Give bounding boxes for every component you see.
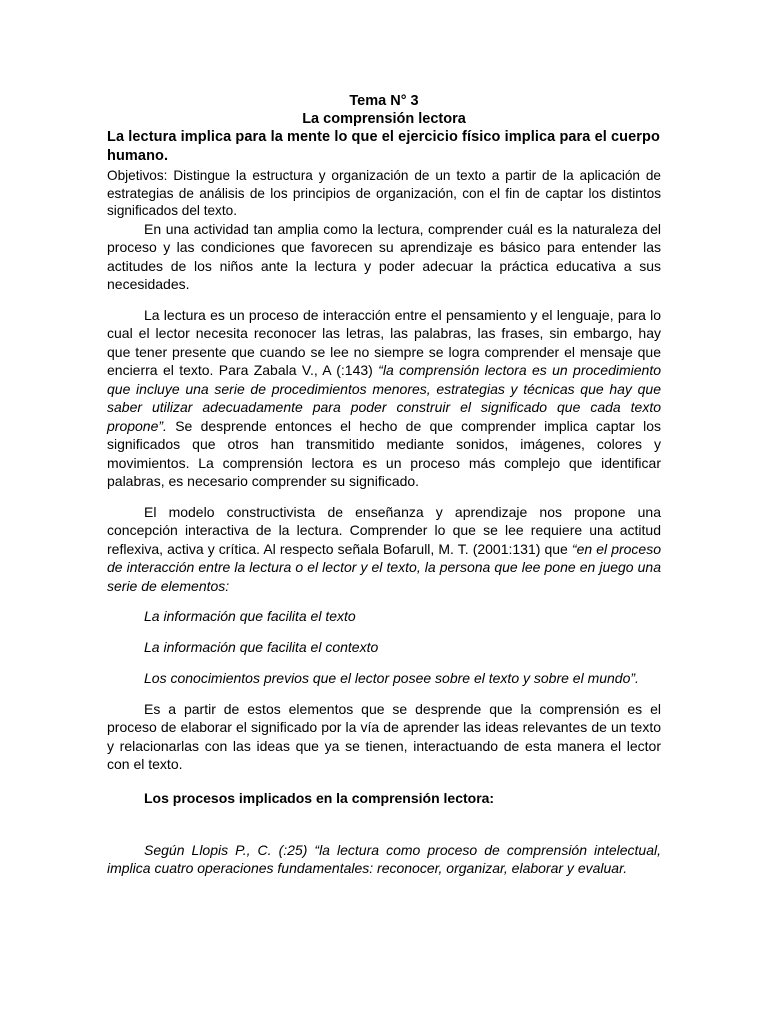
section-heading: Los procesos implicados en la comprensión lectora: [144, 789, 495, 806]
lead-statement: La lectura implica para la mente lo que el ejercicio físico implica para el cuerpo humano. [107, 129, 660, 164]
paragraph-2-text-a: La lectura es un proceso de interacción entre el pensamiento y el lenguaje, para lo cual el lector necesita reconocer las letras, las palabras, las frases, sin embargo, hay que tener presente que cuando se lee no siempre se logra comprender el mensaje que encierra el texto. Para Zabala V., A (:143) [107, 306, 661, 378]
list-item: La información que facilita el contexto [144, 638, 379, 655]
paragraph-1: En una actividad tan amplia como la lectura, comprender cuál es la naturaleza del proceso y las condiciones que favorecen su aprendizaje es básico para entender las actitudes de los niños ante la lectura y poder adecuar la práctica educativa a sus necesidades. [107, 220, 661, 292]
paragraph-5: Según Llopis P., C. (:25) “la lectura como proceso de comprensión intelectual, implica cuatro operaciones fundamentales: reconocer, organizar, elaborar y evaluar. [107, 841, 661, 876]
list-item: Los conocimientos previos que el lector posee sobre el texto y sobre el mundo”. [144, 670, 639, 686]
paragraph-3 [107, 503, 661, 596]
objectives-paragraph: Objetivos: Distingue la estructura y organización de un texto a partir de la aplicación de estrategias de análisis de los principios de organización, con el fin de captar los distintos significados del texto. [107, 168, 661, 218]
paragraph-3-text: El modelo constructivista de enseñanza y aprendizaje nos propone una concepción interactiva de la lectura. Comprender lo que se lee requiere una actitud reflexiva, activa y crítica. Al respecto señala Bofarull, M. T. (2001:131) que [107, 503, 661, 557]
paragraph-2-text-b: Se desprende entonces el hecho de que comprender implica captar los significados que otros han transmitido mediante sonidos, imágenes, colores y movimientos. La comprensión lectora es un proceso más complejo que identificar palabras, es necesario comprender su significado. [107, 417, 661, 489]
paragraph-3-quote: “en el proceso de interacción entre la lectura o el lector y el texto, la persona que lee pone en juego una serie de elementos: [107, 540, 662, 594]
paragraph-4: Es a partir de estos elementos que se desprende que la comprensión es el proceso de elaborar el significado por la vía de aprender las ideas relevantes de un texto y relacionarlas con las ideas que ya se tienen, interactuando de esta manera el lector con el texto. [107, 700, 661, 772]
topic-number: Tema N° 3 [349, 93, 419, 109]
document-title: La comprensión lectora [302, 111, 466, 127]
list-item: La información que facilita el texto [144, 608, 356, 624]
paragraph-2-quote: “la comprensión lectora es un procedimiento que incluye una serie de procedimientos menores, estrategias y técnicas que hay que saber utilizar adecuadamente para poder construir el significado que cada texto propone”. [107, 362, 661, 434]
paragraph-2 [107, 306, 661, 491]
